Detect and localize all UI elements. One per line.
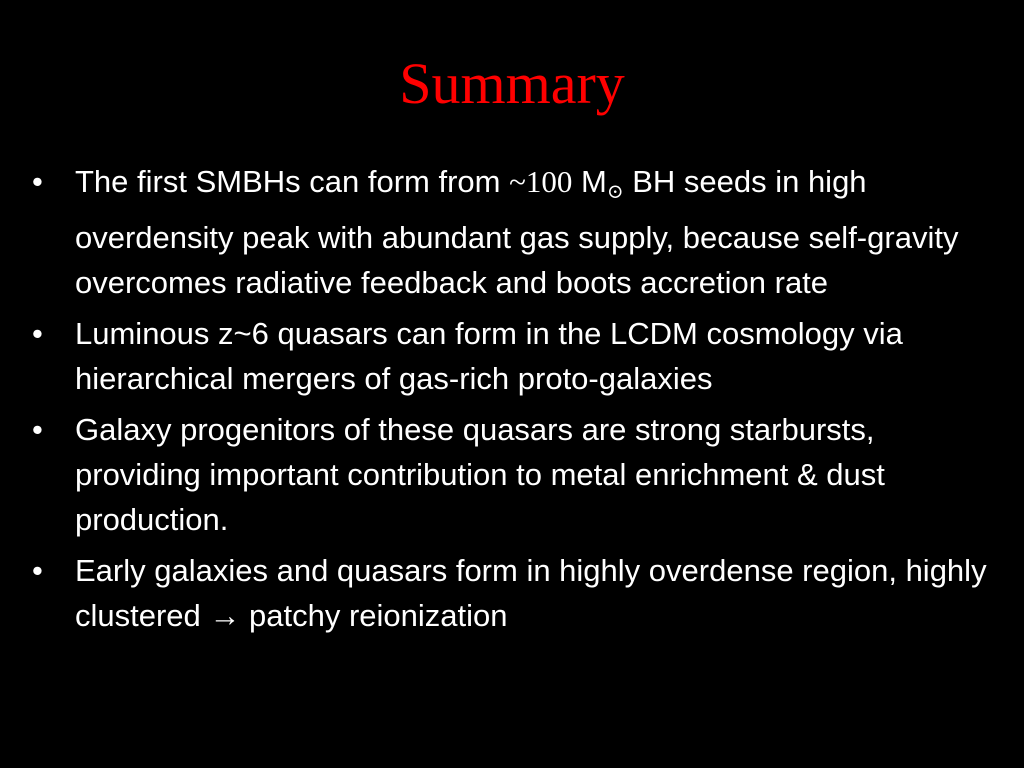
bullet-text-pre: The first SMBHs can form from — [75, 164, 510, 199]
bullet-icon: • — [32, 316, 43, 351]
bullet-text: Luminous z~6 quasars can form in the LCDM cosmology via hierarchical mergers of gas-rich proto-galaxies — [75, 316, 903, 396]
bullet-item-luminous-quasars — [30, 311, 990, 401]
bullet-item-smbh-seeds — [30, 159, 990, 305]
solar-mass-symbol: M — [580, 164, 607, 199]
approx-mass-value: ~100 — [509, 164, 573, 199]
sun-symbol-icon: ⊙ — [606, 181, 624, 203]
bullet-icon: • — [32, 412, 43, 447]
bullet-icon: • — [32, 164, 43, 199]
right-arrow-icon: → — [209, 598, 241, 633]
slide-title: Summary — [399, 51, 625, 116]
bullet-text: Galaxy progenitors of these quasars are strong starbursts, providing important contribution to metal enrichment & dust production. — [75, 412, 885, 537]
bullet-text-post: patchy reionization — [240, 598, 508, 633]
bullet-list — [30, 159, 990, 644]
bullet-text-pre: Early galaxies and quasars form in highly overdense region, highly clustered — [75, 553, 987, 633]
bullet-icon: • — [32, 553, 43, 588]
bullet-item-early-galaxies — [30, 548, 990, 638]
bullet-item-galaxy-progenitors — [30, 407, 990, 542]
bullet-text-post: BH seeds in high overdensity peak with abundant gas supply, because self-gravity overcomes radiative feedback and boots accretion rate — [75, 164, 959, 300]
